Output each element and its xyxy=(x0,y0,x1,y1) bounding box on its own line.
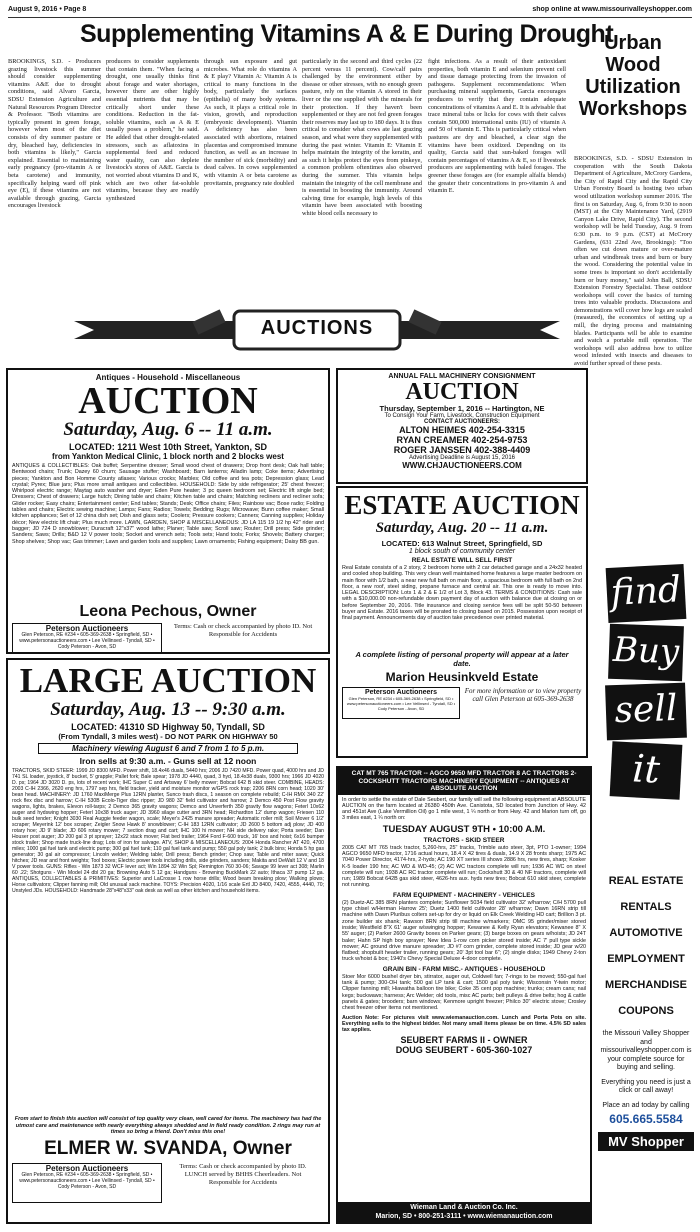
ad3-company-lines: Glen Peterson, RE #234 • 605-369-2638 • Springfield, SD • www.petersonauctioneers.com • Lee Vellinsed - Tyndall, SD • Cody Peterson - Avon, SD xyxy=(346,696,456,711)
ad2-name-2: RYAN CREAMER 402-254-9753 xyxy=(396,435,528,445)
shopper-text-3: Place an ad today by calling xyxy=(602,1101,690,1109)
buy-word: Buy xyxy=(608,624,684,682)
ad2-title: AUCTION xyxy=(405,379,519,405)
shopper-item-real-estate: REAL ESTATE xyxy=(608,875,684,887)
auctions-banner xyxy=(74,305,560,355)
it-word: it xyxy=(610,741,683,800)
shopper-item-coupons: COUPONS xyxy=(618,1005,674,1017)
shopper-sidebar xyxy=(598,868,694,1226)
ad-seubert-absolute-auction xyxy=(336,766,592,1224)
ad1-location: LOCATED: 1211 West 10th Street, Yankton, SD xyxy=(68,442,268,452)
ad2-web[interactable]: WWW.CHJAUCTIONEERS.COM xyxy=(402,461,522,470)
ad3-company-logo xyxy=(342,687,460,719)
shopper-item-employment: EMPLOYMENT xyxy=(607,953,685,965)
ad5-note: Auction Note: For pictures visit www.wiemanauction.com. Lunch and Porta Pots on site. Everything sells to the highest bidder. Not many small items please be on time. 4.5% SD sales tax applies. xyxy=(342,1014,586,1034)
ad4-terms: Terms: Cash or check accompanied by photo ID. LUNCH served by BHHS Cheerleaders. Not Responsible for Accidents xyxy=(179,1162,307,1186)
ad5-owner-2: DOUG SEUBERT - 605-360-1027 xyxy=(395,1045,533,1056)
ad5-intro: In order to settle the estate of Dale Seubert, our family will sell the following equipment at ABSOLUTE AUCTION on the farm located at 26380 450th Ave. Canistota, SD located from Junction of Hwy. 42 and 451st Ave (Lake Vermillion Oil) go 1 mile west, 1 ¼ north or from Hwy. 42 and Marion turn off, go 3 miles east, 1 ¼ north on: xyxy=(342,796,586,822)
ad1-top: Antiques - Household - Miscellaneous xyxy=(95,373,241,382)
article-col-3: through sun exposure and gut microbes. What role do vitamins A & E play? Vitamin A: Vitamin A is critical to many functions in the body, particularly the surfaces (epithelia) of many body systems. As such, it plays a critical role in vision, growth, and reproduction (embryonic development). Vitamin A deficiency has also been associated with abortions, retained placentas and compromised immune function, as well as an increase in the number of sick (morbidity) and dead calves. In cows supplemented with vitamin A or beta carotene as provitamin, pregnancy rate doubled xyxy=(204,58,297,187)
ad4-note: From start to finish this auction will consist of top quality very clean, well cared for items. The machinery has had the utmost care and maintenance with nearly everything always shedded and in field ready condition. 2 rings may run at times so bring a friend. Don't miss this one! xyxy=(14,1116,322,1135)
sidebar-title: Urban Wood Utilization Workshops xyxy=(578,32,688,120)
ad1-company-logo xyxy=(12,623,162,654)
ad4-company: Peterson Auctioneers xyxy=(45,1163,129,1173)
ad-estate-auction xyxy=(336,486,588,758)
ad3-heading: REAL ESTATE WILL SELL FIRST xyxy=(411,557,513,564)
ad2-top: ANNUAL FALL MACHINERY CONSIGNMENT xyxy=(388,373,536,380)
ad5-b1: 2005 CAT MT 765 track tractor, 5,260-hrs, 25" tracks, Trimble auto steer, 3pt, PTO 1-owner; 1994 AGCO 9650 MFD tractor, 1716 actual hours, 18.4 X 42 tires & duals, 14.9 X 28 fronts sharp; 1975 AC 7040 Power Director, 4174-hrs, 2-hyds; AC 190 XT series III shows 2886 hrs, new tires, sharp; Kosker K-5 loader 190 hrs; AC WD & WD-45; (2) AC WC tractors complete will run; 1936 AC WC on steel complete will run; 1938 AC RC tractor complete will run; Cockshutt 30 & 40 NF tractors, complete will run; 1989 Bobcat 642B gas skid steer, 4626-hrs aux. hyds new tires; Bobcat 610 skid steer, complete not running. xyxy=(342,844,586,889)
article-col-2: producers to consider supplements that contain them. "When facing a drought, one usually thinks first about forage and water shortages, however there are other highly essential nutrients that may be critically short under these conditions. Reduction in the fat-soluble vitamins, such as A & E usually poses a problem," he said. He added that other drought-related stressors, such as aflatoxins in supplemental feed and reduced water quality, can also deplete livestock's stores of A&E. Garcia is not worried about vitamins D and K, which are two other fat-soluble vitamins, because they are readily synthesized xyxy=(106,58,199,202)
ad3-location: LOCATED: 613 Walnut Street, Springfield, SD xyxy=(381,539,543,548)
ad4-company-logo xyxy=(12,1163,162,1203)
mv-shopper-logo: MV Shopper xyxy=(598,1132,694,1151)
ad4-date: Saturday, Aug. 13 -- 9:30 a.m. xyxy=(50,699,286,720)
ad1-terms: Terms: Cash or check accompanied by photo ID. Not Responsible for Accidents xyxy=(173,623,313,638)
ad2-contact: CONTACT AUCTIONEERS: xyxy=(424,419,500,425)
ad5-b3: Stoer Mor 6000 bushel dryer bin, stirrator, auger out, Coldwell fan; 7-rings to be moved; 550-gal fuel tank & pump; 300-OH tank; 500 gal LP tank & cart; 1500 gal poly tank; Wisconsin Y-twin motor; Clipper fanning mill; Hiawatha balloon tire bike; Coke 35 cent pop machine; trunks; cream cans; nail kegs; buckwaws; harness; Arc Welder; old tools, misc AC parts; belt pulleys & drive belts; hog & cattle panels & gates; brooders; barn windows; Kenmore upright freezer; Philco 30" electric stove; Crosley chest freezer other items not mentioned. xyxy=(342,973,586,1012)
ad2-name-3: ROGER JANSSEN 402-388-4409 xyxy=(393,445,531,455)
ad4-viewing: Machinery viewing August 6 and 7 from 1 to 5 p.m. xyxy=(38,743,298,754)
ad3-title: ESTATE AUCTION xyxy=(344,490,580,520)
article-col-1: BROOKINGS, S.D. - Producers grazing livestock this summer should consider supplementing vitamins A&E due to drought conditions, said Alvaro Garcia, SDSU Extension Agriculture and Natural Resources Program Director & Professor. "Both vitamins are typically present in green forage, however when most of the diet consists of dry summer pasture or dry, bleached hay, deficiencies in both vitamins is likely," Garcia explained. Essential to maintaining early pregnancy (pro-vitamin A or beta carotene) and immunity, specifically helping ward off pink eye (E), if these vitamins are not available through grazing, Garcia encourages livestock xyxy=(8,58,101,210)
shopper-item-merchandise: MERCHANDISE xyxy=(605,979,687,991)
ad3-note: A complete listing of personal property will appear at a later date. xyxy=(355,650,569,668)
ad3-info: For more information or to view property call Glen Peterson at 605-369-2638 xyxy=(464,687,582,703)
shopper-item-rentals: RENTALS xyxy=(620,901,672,913)
ad1-title: AUCTION xyxy=(78,380,258,422)
ad5-h2: FARM EQUIPMENT - MACHINERY - VEHICLES xyxy=(393,891,535,899)
ad2-deadline: Advertising Deadline is August 15, 2016 xyxy=(408,455,516,461)
auctions-label: AUCTIONS xyxy=(260,317,374,339)
ad5-date: TUESDAY AUGUST 9TH • 10:00 A.M. xyxy=(382,823,546,835)
article-col-4: particularly in the second and third cycles (22 percent versus 11 percent). Cow/calf pairs challenged by the environment either by disease or other stresses, with no enough green pasture, rely on the vitamin A stored in their liver or the one supplied with the minerals for their protection. If they haven't been supplemented or they are not fed green forages their reserves may last up to 180 days. It is thus critical to consider what cows ate last grazing season, and what were they supplemented with during the past winter. Vitamin E: Vitamin E helps maintain the integrity of the keratin, and as such it helps protect the eyes from pinkeye, a common problem oftentimes also observed during the summer. This vitamin helps maintain the integrity of the cell membrane and is essential in boosting the immunity. Around calving time for example, high levels of this vitamin have been associated with boosting white blood cells necessary to xyxy=(302,58,422,217)
page-header xyxy=(8,6,692,18)
ad3-body: Real Estate consists of a 2 story, 2 bedroom home with 2 car detached garage and a 24x32 heated and cooled shop building. This very clean well maintained home features a large master bedroom on main floor with 1/2 bath, a near new full bath on main floor, a spacious bedroom with full bath on 2nd floor, a new roof, steel siding, propane furnace and central air. This one is ready to move into. LEGAL DESCRIPTION: Lots 1 & 2 & E 1/2 of Lot 3, Block 43. TERMS & CONDITIONS: Cash sale with a $10,000.00 non-refundable down payment day of auction with balance due at closing on or before September 20, 2016. Title insurance and closing service fees will be split 50-50 between buyer and Estate. 2016 taxes will be prorated to closing based on 2015. Possession upon receipt of final payment. Announcements day of auction take precedence over printed material. xyxy=(342,565,582,622)
ad3-company: Peterson Auctioneers xyxy=(364,689,438,696)
sidebar-body: BROOKINGS, S.D. - SDSU Extension in cooperation with the South Dakota Department of Agriculture, McCrory Gardens, the City of Rapid City and the Rapid City Urban Forestry Board is hosting two urban wood utilization workshop summer 2016. The first is on Saturday, Aug. 6, from 9:30 to noon (MST) at the City Maintenance Yard, (2919 Canyon Lake Drive, Rapid City). The second workshop will be held Tuesday, Aug. 9 from 6:30 p.m. to 9 p.m. (CST) at McCrory Gardens, (631 22nd Ave, Brookings): "Too often we cut down mature or over-mature urban and windbreak trees and burn or bury the wood. Considering the potential value in some trees is important so don't accidentally burn or bury money," said John Ball, SDSU Extension Forestry Specialist. These outdoor workshops will cover the basics of turning trees into valuable products. Discussions and demonstrations will cover how logs are scaled (measured), the economics of setting up a mill, the drying process and maintaining blades. Participants will be able to examine and watch a portable mill operation. The workshops will also address how to utilize wood infested with insects and diseases to avoid further spread of these pests. xyxy=(574,155,692,368)
shopper-text-2: Everything you need is just a click or call away! xyxy=(601,1078,691,1094)
ad-pechous-auction xyxy=(6,368,330,654)
ad2-name-1: ALTON HEIMES 402-254-3315 xyxy=(399,425,525,435)
ad2-sub: To Consign Your Farm, Livestock, Construction Equipment xyxy=(384,413,540,419)
ad1-company: Peterson Auctioneers xyxy=(45,624,129,633)
article-col-5: fight infections. As a result of their antioxidant properties, both vitamin E and selenium prevent cell and tissue damage protecting from the invasion of pathogens. Supplement recommendations: When purchasing mineral supplements, Garcia encourages producers to verify that they contain adequate concentrations of vitamins A and E. It is advisable that trace mineral tubs or licks for cows with their calves contain 500,000 international units (IU) of vitamin A and 50 of vitamin E. This is particularly critical when pastures are dry and bleached, a clear sign the vitamins have been oxidized. Depending on its quality, Garcia said that sun-baked forages will contain percentages of vitamins A & E, so if livestock producers are supplementing with baled forages. The greener these forages are (for example alfalfa blends) the greater their concentrations in pro-vitamin A and vitamin E. xyxy=(428,58,566,195)
ad5-owner-1: SEUBERT FARMS II - OWNER xyxy=(400,1035,528,1046)
ad4-owner: ELMER W. SVANDA, Owner xyxy=(44,1137,292,1159)
shopper-text-1: the Missouri Valley Shopper and missourivalleyshopper.com is your complete source for buying and selling. xyxy=(600,1030,692,1071)
ad4-directions: (From Tyndall, 3 miles west) - DO NOT PARK ON HIGHWAY 50 xyxy=(58,732,278,741)
ad3-sub: 1 block south of community center xyxy=(408,548,516,555)
header-date: August 9, 2016 • Page 8 xyxy=(8,6,87,13)
shopper-item-automotive: AUTOMOTIVE xyxy=(609,927,683,939)
ad4-location: LOCATED: 41310 SD Highway 50, Tyndall, SD xyxy=(71,722,265,732)
shopper-phone[interactable]: 605.665.5584 xyxy=(609,1112,683,1126)
ad3-date: Saturday, Aug. 20 -- 11 a.m. xyxy=(375,520,549,536)
ad4-body: TRACTORS, SKID STEER: 1999 JD 8300 MFD. Power shift, 18.4x46 duals, 5440 hrs; 2006 JD 7420 MFD. Power quad, 4000 hrs and JD 741 SL loader, joystick, 8' bucket, 5' grapple; Pallet fork; Bale spear; 1978 JD 4440, quad, 3 hyd, 18.4x38 duals, 9300 hrs; 1966 JD 4020 D. ps; 1964 JD 3020 D. ps, lots of recent work; IHC Super C and Artsway 6' belly mower; Bobcat 642 B skid steer. COMBINE, HEADS: 2003 C-IH 2366, 2620 eng hrs, 1797 sep hrs, field tracker, yield and moisture monitor w/GPS rock trap; 2206 8RN corn head; 1020 30' bean head. MACHINERY: JD 1760 MaxiMerge Plus 12RN planter, Sunco trash discs, 1 season on complete rebuild; C-IH RMX 340 22' rock flex disc and harrow; C-IH 530B Ecolo-Tiger disc ripper; JD 980 32' field cultivator and harrow; 2 Demco 450 Post Flow gravity wagons, lights, brakes, Elevon roll-tarps; 2 Demco 365 gravity wagons; Demco and Unverferth 350 gravity flow wagons; Feterl 10x62 auger and hydswing hopper; Feterl 10x38 truck auger; JD 3960 silage cutter and 3RN head; Richardton 12' dump wagon; Friesen 110 bulk seed tender; Knight 3030 Real Auggie feeder wagon, scale; Meyer's 2425 manure spreader; Automatic roller mill; Soil Mover 6 1/2' scraper; Meyerink 12' box scraper; Zeigler Snow Hawk 8' snowblower; C-IH 183 12RN cultivator; JD 2600 5 bottom adj plow; JD 400 rotary hoe; JD 9' blade; JD 606 rotary mower; 7 section drag and cart; IHC 100 hi mower; NH side delivery rake; Porta seeder; Dan Houser post auger; JD 200 gal 3 pt sprayer; 12x22 stack mover; Flat bed trailer; 1964 Ford F-600 truck, 16' box and hoist; 6x16 bumper stock trailer; Shop made truck-line drag; Lots of iron for salvage. ATV, SHOP & MISCELLANEOUS: 2004 Honda Rancher AT 420, 4700 miles; 1000 gal fuel tank and electric pump; 300 gal fuel tank; 110 gal fuel tank and pump; 550 gal poly tank; 2 bulk bins; Honda 5 hp gas generator; 30 gal air compressor; Lincoln welder; Welding table; Drill press; Bench grinder; Chop saw; Table and miter saws; Quick hitches; JD rear and front weights; Tool boxes; Electric power tools including drills, side grinders, sanders; Makita and DeWalt 12 V and 18 V power tools. GUNS: Rifles - Win 1873 32 WCF lever act; Win 1894 32 Win Spl; Remington 760 30-06; Savage 99 lever act 308; Marlin 60 .22; Shotguns - Win Model 24 dbl 20 ga; Browning Auto 5 12 ga; Handguns - Browning BuckMark 22 auto; Ithaca 37 pump 12 ga. ANTIQUES, COLLECTABLES & PRIMITIVES: Superior and LaCrosse 1 row horse drills; Wood beam breaking plow; Walking plows; Horse cultivators; Clipper fanning mill; Old unusual sack machine. TOYS: Precision 4020, 1/16 scale Ertl JD 8400, 7420, 4555, 4440, 70; Unstyled JDs. HOUSEHOLD: Handmade 28"x48"x33" oak desk as well as other kitchen and household items. xyxy=(12,768,324,894)
sell-word: sell xyxy=(605,683,687,741)
ad3-estate: Marion Heusinkveld Estate xyxy=(385,670,539,684)
ad5-b2: (2) Duetz-AC 385 8RN planters complete; Sunflower 5034 field cultivator 32' w/harrow; C/H 5700 pull type chisel w/Herman Harrow 25'; Duetz 1400 field cultivator 28' w/harrow; Dawn 16RN strip till machine with Dawn Pluribus colters set-up for dry or liquid on Elk Creek Welding HD cart; Brillion 3 pt. zone builder six shank; Rawson 8RN strip till machine w/markers; OMC 95 grinder/mixer stored inside; Westfield 8"X 61' auger w/swinging hopper; Kewanee & Kelly Ryan elevators; Kewanee 8" X 55' auger; (2) Parker 2600 Gravity boxes on Parker gears; (3) barge boxes on gears w/hoists; JD 24T baler; Hahn SP high boy sprayer; New Idea 1-row corn picker stored inside; AC 7' pull type sickle mower; AC ground drive manure spreader; JD #7 corn grinder, complete stored inside; JD gear w/20 flatbed; shopbuilt header trailer, running gears; 20' 3pt tool bar 6"; (2) single disks; 1949 Chevy 2-ton truck w/hoist & box; 1940's Chevy Special Deluxe 4-door complete. xyxy=(342,899,586,963)
ad5-h1: TRACTORS - SKID STEER xyxy=(423,836,505,844)
ad4-company-lines: Glen Peterson, RE #234 • 605-369-2638 • Springfield, SD • www.petersonauctioneers.com • Lee Vellinsed - Tyndall, SD • Cody Peterson - Avon, SD xyxy=(19,1171,155,1190)
ad2-date: Thursday, September 1, 2016 -- Hartington, NE xyxy=(379,404,545,413)
ad-svanda-large-auction xyxy=(6,658,330,1224)
ad1-body: ANTIQUES & COLLECTIBLES: Oak buffet; Serpentine dresser; Small wood chest of drawers; Drop front desk; Oak hall table; Bentwood chairs; Trunk; Dazey 60 churn; Sausage stuffer; Washboard; Barn lanterns; Alladin lamp; Coke items; Advertising pieces; Yankton and Bon Homme County atlases; Various crocks; Marbles; Old coffee and tea pots; Depression glass; Lead crystal; Pyrex; Blue jars; Plus more small antiques and collectibles. HOUSEHOLD: Side by side refrigerator; 25' chest freezer; Whirlpool electric range; Maytag auto washer and dryer; Eden Pure heater; 3 pc queen bedroom set; Electric lift single bed; Dressers; Chest of drawers; Large hutch; Dining table and chairs; Kitchen table and chairs; Matching recliners and recliner sofa; Glider rocker; Easy chairs; Entertainment center; End tables; Stands; Desk; Office chairs; Files; Rainbow vac; Bose radio; Folding tables and chairs; Electric sewing machine; Lamps; Fans; Radios; Towels; Bedding; Rugs; Microwave; Bunn coffee maker; Small kitchen appliances; Set of 12 china dish set; Dish and glass sets; Coolers; Pressure cookers; Canners; Canning supplies; Holiday décor; New electric lift chair; Plus much more. LAWN, GARDEN, SHOP & MISCELLANEOUS: JD LA 115 19 1/2 hp 42" rider and bagger; JD 724 D snowblower; Duracraft 12"x37" wood lathe; Planer; Table saw; Scroll saw; Router; Drill press; Side grinder; Sanders; Saws; Drills; B&D 12 V power tools; Socket and wrench sets; Tools sets; Hand tools; Forks; Shovels; Battery charger; Shop shelves; Shop vac; Gas trimmer; Lawn and garden tools and supplies; Lawn ornaments; Fishing equipment; Daisy BB gun. xyxy=(12,463,324,545)
ad1-directions: from Yankton Medical Clinic, 1 block north and 2 blocks west xyxy=(52,452,284,461)
ad5-title: CAT MT 765 TRACTOR -- AGCO 9650 MFD TRACTOR 8 AC TRACTORS 2-COCKSHUTT TRACTORS MACHINERY EQUIPMENT -- ANTIQUES AT ABSOLUTE AUCTION xyxy=(338,768,590,795)
ad4-title: LARGE AUCTION xyxy=(19,661,317,700)
ad1-company-lines: Glen Peterson, RE #234 • 605-369-2638 • Springfield, SD • www.petersonauctioneers.com • Lee Vellinsed - Tyndall, SD • Cody Peterson - Avon, SD xyxy=(19,632,155,650)
find-word: find xyxy=(606,564,687,623)
ad4-iron: Iron sells at 9:30 a.m. - Guns sell at 12 noon xyxy=(79,756,257,766)
ad1-owner: Leona Pechous, Owner xyxy=(79,603,257,620)
ad-machinery-consignment xyxy=(336,368,588,484)
ad5-company: Wieman Land & Auction Co. Inc. xyxy=(410,1204,518,1211)
find-buy-sell-graphic xyxy=(598,560,694,860)
ad5-company-line: Marion, SD • 800-251-3111 • www.wiemanauction.com xyxy=(375,1213,553,1220)
ad5-h3: GRAIN BIN - FARM MISC.- ANTIQUES - HOUSEHOLD xyxy=(382,965,546,973)
header-url: shop online at www.missourivalleyshopper.com xyxy=(532,6,692,13)
ad1-date: Saturday, Aug. 6 -- 11 a.m. xyxy=(63,419,273,440)
article-headline: Supplementing Vitamins A & E During Drought xyxy=(80,20,614,48)
ad5-company-bar xyxy=(338,1202,590,1222)
